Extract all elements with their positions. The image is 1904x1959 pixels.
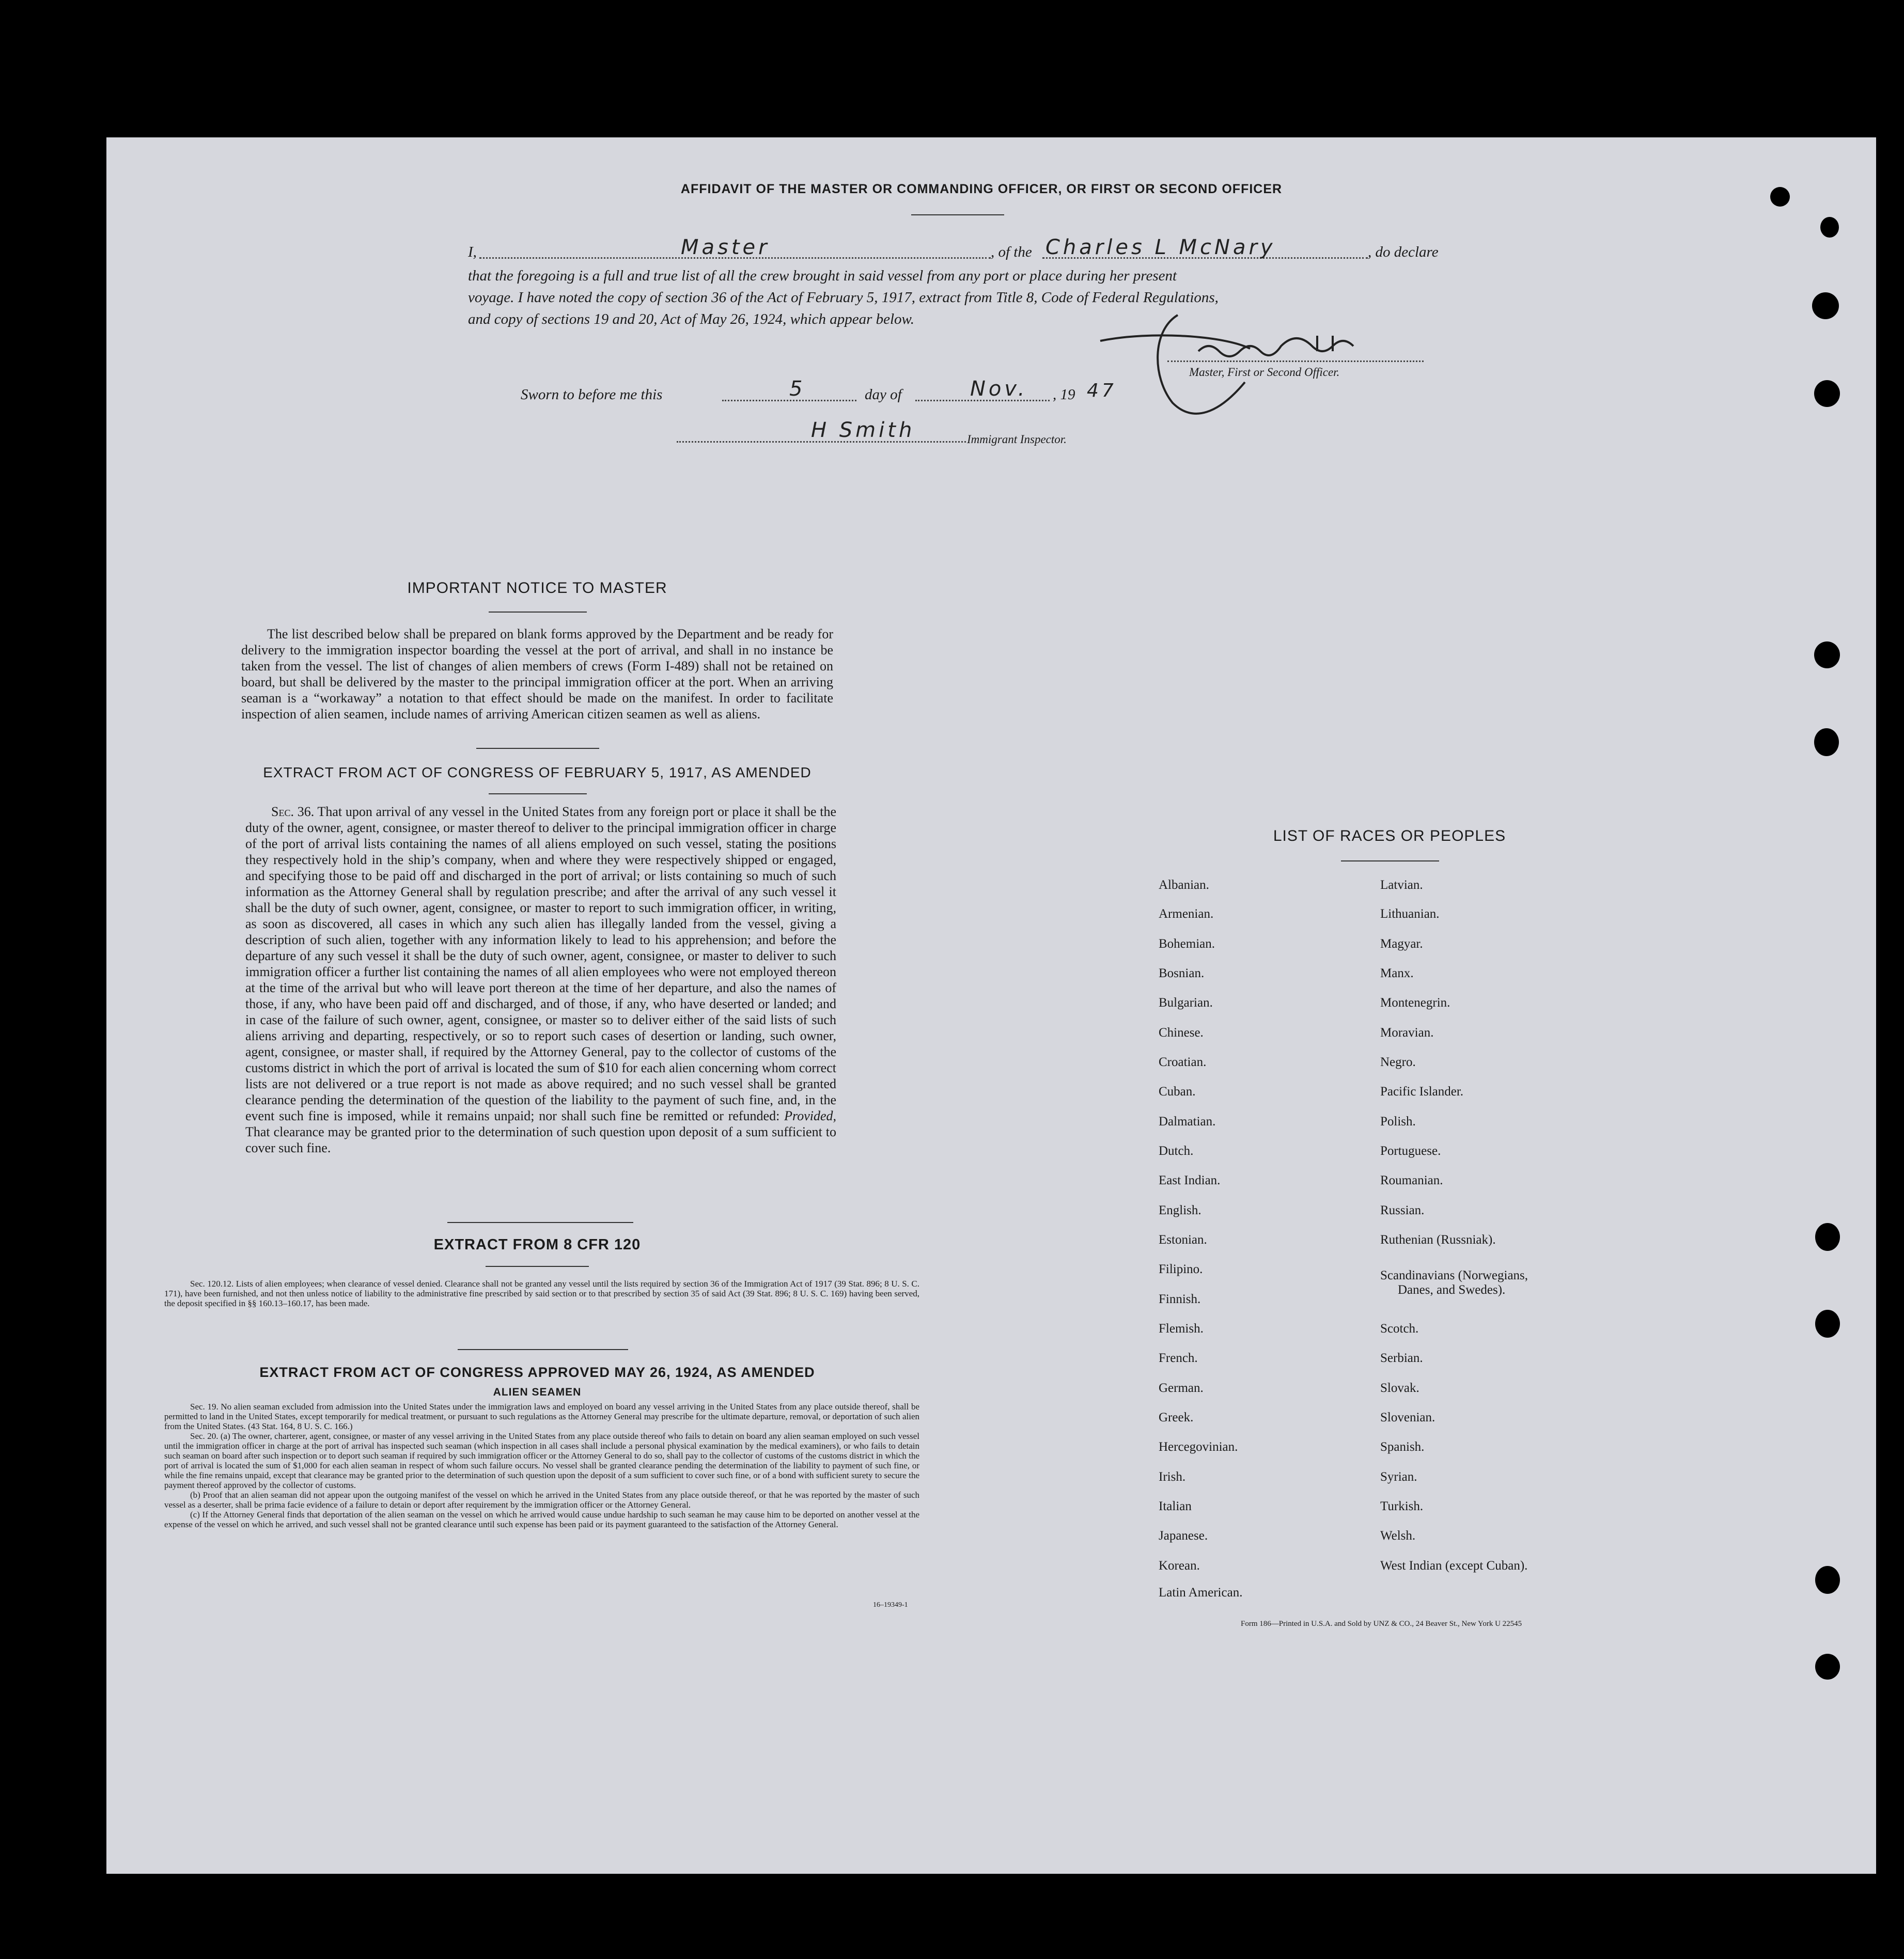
race-item: Korean. bbox=[1159, 1559, 1200, 1573]
affidavit-line2: that the foregoing is a full and true list of all the crew brought in said vessel from any port or place during her present bbox=[468, 268, 1177, 284]
race-item: Flemish. bbox=[1159, 1322, 1204, 1336]
extract-1917-text bbox=[245, 804, 836, 1156]
i-label: I, bbox=[468, 244, 477, 260]
divider bbox=[486, 1266, 589, 1267]
race-item: Negro. bbox=[1380, 1055, 1416, 1069]
inspector-signature: H Smith bbox=[811, 418, 915, 442]
punch-hole bbox=[1812, 292, 1839, 319]
race-item: Italian bbox=[1159, 1499, 1192, 1513]
divider bbox=[476, 748, 599, 749]
race-item: Portuguese. bbox=[1380, 1144, 1441, 1158]
divider bbox=[489, 612, 587, 613]
race-item: German. bbox=[1159, 1381, 1204, 1395]
punch-hole bbox=[1815, 1310, 1840, 1338]
race-item: Filipino. bbox=[1159, 1262, 1203, 1276]
punch-hole bbox=[1814, 728, 1839, 756]
race-item: Chinese. bbox=[1159, 1026, 1204, 1040]
master-value: Master bbox=[681, 236, 770, 259]
race-item: West Indian (except Cuban). bbox=[1380, 1559, 1528, 1573]
sec-20c-text: (c) If the Attorney General finds that deportation of the alien seaman on the vessel on which he arrived would cause undue hardship to such seaman he may cause him to be deported on another vessel at the expense of the vessel on which he arrived, and such vessel shall not be granted clearance until such expense has been paid or its payment guaranteed to the satisfaction of the Attorney General. bbox=[164, 1510, 919, 1529]
punch-hole bbox=[1814, 641, 1840, 668]
sec-120-12-text: Sec. 120.12. Lists of alien employees; when clearance of vessel denied. Clearance shall not be granted any vessel until the lists required by section 36 of the Immigration Act of 1917 (39 Stat. 896; 8 U. S. C. 171), have been furnished, and not then unless notice of liability to the administrative fine prescribed by said section or to that prescribed by section 35 of said Act (39 Stat. 896; 8 U. S. C. 169) having been served, the deposit specified in §§ 160.13–160.17, has been made. bbox=[164, 1279, 919, 1308]
notice-title: IMPORTANT NOTICE TO MASTER bbox=[407, 579, 667, 597]
race-item: Albanian. bbox=[1159, 878, 1209, 892]
year-value: 47 bbox=[1087, 380, 1117, 401]
race-item: Slovenian. bbox=[1380, 1411, 1435, 1424]
race-item: East Indian. bbox=[1159, 1173, 1221, 1187]
sec-36-label: Sec. 36. bbox=[271, 804, 315, 819]
sec-20b-text: (b) Proof that an alien seaman did not appear upon the outgoing manifest of the vessel on which he arrived in the United States from any place outside thereof, or that he was reported by the master of such vessel as a deserter, shall be prima facie evidence of a failure to detain or deport after requirement by the immigration officer or the Attorney General. bbox=[164, 1490, 919, 1510]
punch-hole bbox=[1814, 380, 1840, 407]
sworn-month-value: Nov. bbox=[970, 377, 1028, 401]
race-item: Slovak. bbox=[1380, 1381, 1419, 1395]
sec-19-text: Sec. 19. No alien seaman excluded from admission into the United States under the immigration laws and employed on board any vessel arriving in the United States from any place outside thereof, shall be permitted to land in the United States, except temporarily for medical treatment, or pursuant to such regulations as the Attorney General may prescribe for the ultimate departure, removal, or deportation of such alien from the United States. (43 Stat. 164, 8 U. S. C. 166.) bbox=[164, 1402, 919, 1431]
race-item: Polish. bbox=[1380, 1115, 1416, 1129]
divider bbox=[447, 1222, 633, 1223]
sec-20a-text: Sec. 20. (a) The owner, charterer, agent, consignee, or master of any vessel arriving in the United States from any place outside thereof who fails to detain on board any alien seaman employed on such vessel until the immigration officer in charge at the port of arrival has inspected such seaman (which inspection in all cases shall include a personal physical examination by the medical examiners), or who fails to detain such seaman on board after such inspection or to deport such seaman if required by such immigration officer or the Attorney General to do so, shall pay to the collector of customs of the customs district in which the port of arrival is located the sum of $1,000 for each alien seaman in respect of whom such failure occurs. No vessel shall be granted clearance pending the determination of the liability to payment of such fine, or while the fine remains unpaid, except that clearance may be granted prior to the determination of such question upon the deposit of a sum sufficient to cover such fine, or of a bond with sufficient surety to secure the payment thereof approved by the collector of customs. bbox=[164, 1431, 919, 1490]
extract-1924-title: EXTRACT FROM ACT OF CONGRESS APPROVED MAY 26, 1924, AS AMENDED bbox=[259, 1365, 815, 1380]
divider bbox=[1341, 860, 1439, 861]
race-item: Bohemian. bbox=[1159, 937, 1215, 951]
race-item: Latvian. bbox=[1380, 878, 1423, 892]
vessel-value: Charles L McNary bbox=[1045, 236, 1276, 259]
extract-1917-title: EXTRACT FROM ACT OF CONGRESS OF FEBRUARY 5, 1917, AS AMENDED bbox=[263, 764, 811, 780]
notice-body: The list described below shall be prepared on blank forms approved by the Department and be ready for delivery to the immigration inspector boarding the vessel at the port of arrival, and shall in no instance be taken from the vessel. The list of changes of alien members of crews (Form I-489) shall not be retained on board, but shall be delivered by the master to the principal immigration officer at the port. When an arriving seaman is a “workaway” a notation to that effect should be made on the manifest. In order to facilitate inspection of alien seamen, include names of arriving American citizen seamen as well as aliens. bbox=[241, 626, 833, 722]
form-code: 16–19349-1 bbox=[873, 1601, 908, 1609]
race-item: Ruthenian (Russniak). bbox=[1380, 1233, 1496, 1247]
punch-hole bbox=[1815, 1566, 1840, 1594]
race-item: Hercegovinian. bbox=[1159, 1440, 1238, 1454]
race-item: Japanese. bbox=[1159, 1529, 1208, 1543]
race-item: Bulgarian. bbox=[1159, 996, 1213, 1010]
divider bbox=[458, 1349, 628, 1350]
sworn-line bbox=[521, 377, 1166, 408]
master-signature-line bbox=[1167, 361, 1424, 362]
race-item: Danes, and Swedes). bbox=[1398, 1283, 1506, 1297]
divider bbox=[911, 214, 1004, 215]
race-item: Spanish. bbox=[1380, 1440, 1425, 1454]
sec-36-text: That upon arrival of any vessel in the United States from any foreign port or place it shall be the duty of the owner, agent, consignee, or master thereof to deliver to the principal immigration officer in charge of the port of arrival lists containing the names of all aliens employed on such vessel, stating the positions they respectively hold in the ship’s company, when and where they were respectively shipped or engaged, and specifying those to be paid off and discharged in the port of arrival; or lists containing so much of such information as the Attorney General shall by regulation prescribe; and after the arrival of any such vessel it shall be the duty of such owner, agent, consignee, or master to report to such immigration officer, in writing, as soon as discovered, all cases in which any such alien has illegally landed from the vessel, giving a description of such alien, together with any information likely to lead to his apprehension; and before the departure of any such vessel it shall be the duty of such owner, agent, consignee, or master to deliver to such immigration officer a further list containing the names of all alien employees who were not employed thereon at the time of the arrival but who will leave port thereon at the time of her departure, and also the names of those, if any, who have been paid off and discharged, and of those, if any, who have deserted or landed; and in case of the failure of such owner, agent, consignee, or master so to deliver either of the said lists of such aliens arriving and departing, respectively, or so to report such cases of desertion or landing, such owner, agent, consignee, or master shall, if required by the Attorney General, pay to the collector of customs of the customs district in which the port of arrival is located the sum of $10 for each alien concerning whom correct lists are not delivered or a true report is not made as above required; and no such vessel shall be granted clearance pending the determination of the question of the liability to the payment of such fine, and, in the event such fine is imposed, while it remains unpaid; nor shall such fine be remitted or refunded: bbox=[245, 804, 837, 1123]
notice-text bbox=[241, 626, 833, 722]
race-item: Cuban. bbox=[1159, 1085, 1196, 1099]
race-item: Estonian. bbox=[1159, 1233, 1207, 1247]
race-item: Moravian. bbox=[1380, 1026, 1434, 1040]
punch-hole bbox=[1815, 1654, 1840, 1680]
race-item: Montenegrin. bbox=[1380, 996, 1450, 1010]
extract-8cfr-title: EXTRACT FROM 8 CFR 120 bbox=[433, 1236, 641, 1253]
sec-36-text-end: That clearance may be granted prior to the determination of such question upon deposit of a sum sufficient to cover such fine. bbox=[245, 1124, 836, 1155]
alien-seamen-subtitle: ALIEN SEAMEN bbox=[493, 1386, 582, 1398]
day-of-label: day of bbox=[865, 386, 902, 403]
race-item: Roumanian. bbox=[1380, 1173, 1443, 1187]
affidavit-line1 bbox=[468, 236, 1455, 264]
race-item: Dutch. bbox=[1159, 1144, 1194, 1158]
race-item: Pacific Islander. bbox=[1380, 1085, 1464, 1099]
extract-8cfr-text bbox=[164, 1279, 919, 1308]
inspector-caption: Immigrant Inspector. bbox=[967, 433, 1067, 446]
race-item: Serbian. bbox=[1380, 1351, 1423, 1365]
race-item: Magyar. bbox=[1380, 937, 1423, 951]
affidavit-title: AFFIDAVIT OF THE MASTER OR COMMANDING OFFICER, OR FIRST OR SECOND OFFICER bbox=[680, 182, 1283, 196]
race-item: Greek. bbox=[1159, 1411, 1194, 1424]
race-item: Syrian. bbox=[1380, 1470, 1417, 1484]
year-prefix: , 19 bbox=[1053, 386, 1075, 403]
affidavit-line4: and copy of sections 19 and 20, Act of May 26, 1924, which appear below. bbox=[468, 311, 914, 327]
race-item: Manx. bbox=[1380, 966, 1414, 980]
master-caption: Master, First or Second Officer. bbox=[1189, 366, 1340, 379]
race-item: Croatian. bbox=[1159, 1055, 1207, 1069]
punch-hole bbox=[1815, 1223, 1840, 1251]
extract-1924-text bbox=[164, 1402, 919, 1529]
punch-hole bbox=[1820, 217, 1839, 238]
sworn-day-value: 5 bbox=[789, 377, 806, 401]
provided-word: Provided, bbox=[784, 1108, 836, 1123]
declare-label: , do declare bbox=[1368, 244, 1439, 260]
race-item: Russian. bbox=[1380, 1203, 1425, 1217]
of-the-label: , of the bbox=[991, 244, 1032, 260]
race-item: Scotch. bbox=[1380, 1322, 1419, 1336]
race-item: Lithuanian. bbox=[1380, 907, 1440, 921]
sworn-label: Sworn to before me this bbox=[521, 386, 663, 403]
race-item: Welsh. bbox=[1380, 1529, 1416, 1543]
printer-imprint: Form 186—Printed in U.S.A. and Sold by UNZ & CO., 24 Beaver St., New York U 22545 bbox=[1241, 1620, 1522, 1628]
race-item: Armenian. bbox=[1159, 907, 1214, 921]
race-item: Irish. bbox=[1159, 1470, 1186, 1484]
race-item: Dalmatian. bbox=[1159, 1115, 1216, 1129]
punch-hole bbox=[1770, 187, 1790, 207]
race-item: Turkish. bbox=[1380, 1499, 1424, 1513]
race-item: French. bbox=[1159, 1351, 1198, 1365]
race-item: Finnish. bbox=[1159, 1292, 1201, 1306]
race-item: Latin American. bbox=[1159, 1586, 1243, 1600]
affidavit-line3: voyage. I have noted the copy of section 36 of the Act of February 5, 1917, extract from Title 8, Code of Federal Regulations, bbox=[468, 289, 1219, 306]
inspector-line bbox=[677, 418, 1131, 449]
races-title: LIST OF RACES OR PEOPLES bbox=[1273, 827, 1506, 844]
race-item: English. bbox=[1159, 1203, 1201, 1217]
divider bbox=[489, 793, 587, 794]
race-item: Bosnian. bbox=[1159, 966, 1205, 980]
race-item: Scandinavians (Norwegians, bbox=[1380, 1268, 1528, 1282]
